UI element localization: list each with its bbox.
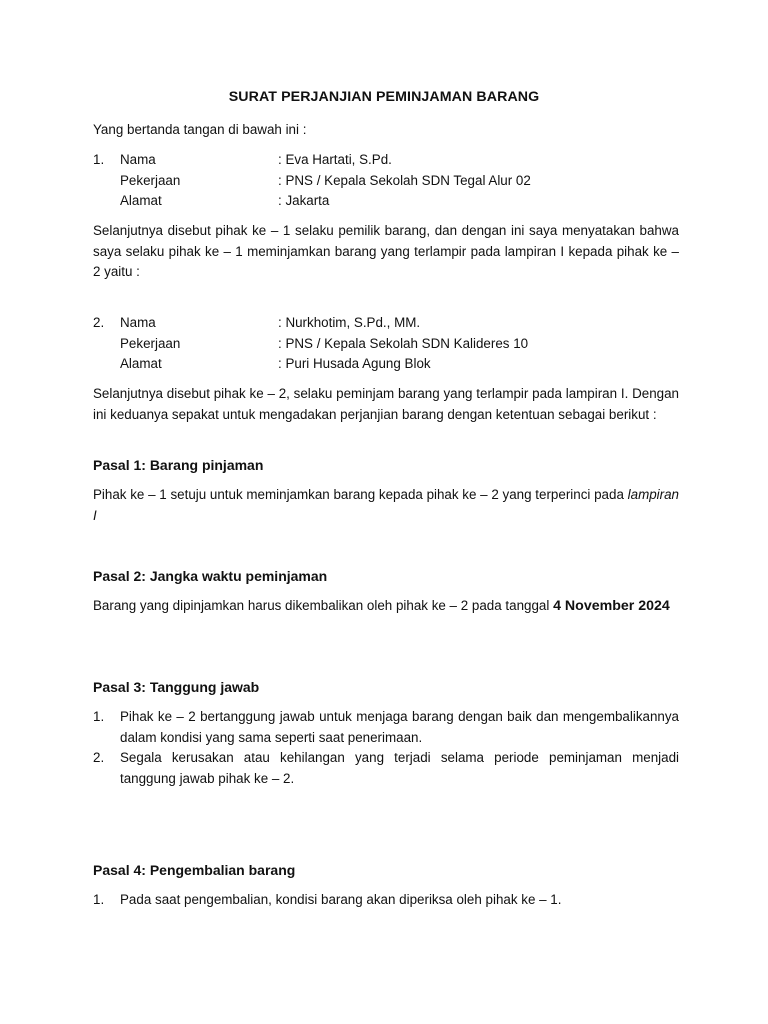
party1-number: 1. <box>93 152 105 167</box>
party1-address-label: Alamat <box>120 193 162 208</box>
pasal2-heading: Pasal 2: Jangka waktu peminjaman <box>93 568 328 584</box>
party1-address-row <box>93 191 679 211</box>
party2-job-label: Pekerjaan <box>120 336 181 351</box>
list-item-number: 1. <box>93 709 105 724</box>
party1-name-value: : Eva Hartati, S.Pd. <box>278 152 392 167</box>
party1-name-label: Nama <box>120 152 156 167</box>
list-item-text: Pihak ke – 2 bertanggung jawab untuk menjaga barang dengan baik dan mengembalikannya dalam kondisi yang sama seperti saat penerimaan. <box>120 709 679 745</box>
pasal1-text <box>93 485 679 526</box>
return-date: 4 November 2024 <box>553 598 670 614</box>
party1-job-value: : PNS / Kepala Sekolah SDN Tegal Alur 02 <box>278 173 531 188</box>
list-item <box>93 890 679 911</box>
paragraph-party1-statement: Selanjutnya disebut pihak ke – 1 selaku pemilik barang, dan dengan ini saya menyatakan bahwa saya selaku pihak ke – 1 meminjamkan barang yang terlampir pada lampiran I kepada pihak ke – 2 yaitu : <box>93 223 679 279</box>
list-item-text: Segala kerusakan atau kehilangan yang terjadi selama periode peminjaman menjadi tanggung jawab pihak ke – 2. <box>120 750 679 786</box>
pasal3-heading: Pasal 3: Tanggung jawab <box>93 679 260 695</box>
party2-name-label: Nama <box>120 315 156 330</box>
list-item <box>93 748 679 789</box>
party1-name-row <box>93 150 679 170</box>
party2-address-label: Alamat <box>120 356 162 371</box>
party2-address-value: : Puri Husada Agung Blok <box>278 356 431 371</box>
party1-job-label: Pekerjaan <box>120 173 181 188</box>
paragraph-agreement-intro: Selanjutnya disebut pihak ke – 2, selaku peminjam barang yang terlampir pada lampiran I. Dengan ini keduanya sepakat untuk mengadakan perjanjian barang dengan ketentuan sebagai berikut : <box>93 386 679 422</box>
list-item-number: 1. <box>93 892 105 907</box>
pasal4-heading: Pasal 4: Pengembalian barang <box>93 862 296 878</box>
party2-job-row <box>93 334 679 354</box>
party1-address-value: : Jakarta <box>278 193 330 208</box>
document-title: SURAT PERJANJIAN PEMINJAMAN BARANG <box>228 89 540 105</box>
party2-name-row <box>93 313 679 333</box>
pasal2-text <box>93 596 679 617</box>
party2-name-value: : Nurkhotim, S.Pd., MM. <box>278 315 421 330</box>
pasal1-attachment-ref: lampiran I <box>93 487 679 523</box>
party2-address-row <box>93 354 679 374</box>
list-item <box>93 707 679 748</box>
party2-job-value: : PNS / Kepala Sekolah SDN Kalideres 10 <box>278 336 529 351</box>
list-item-text: Pada saat pengembalian, kondisi barang akan diperiksa oleh pihak ke – 1. <box>120 892 562 907</box>
party1-job-row <box>93 171 679 191</box>
list-item-number: 2. <box>93 750 105 765</box>
pasal2-body: Barang yang dipinjamkan harus dikembalikan oleh pihak ke – 2 pada tanggal <box>93 598 550 613</box>
party2-number: 2. <box>93 315 105 330</box>
intro-text: Yang bertanda tangan di bawah ini : <box>93 122 307 137</box>
pasal1-heading: Pasal 1: Barang pinjaman <box>93 457 264 473</box>
pasal1-body: Pihak ke – 1 setuju untuk meminjamkan barang kepada pihak ke – 2 yang terperinci pada <box>93 487 624 502</box>
